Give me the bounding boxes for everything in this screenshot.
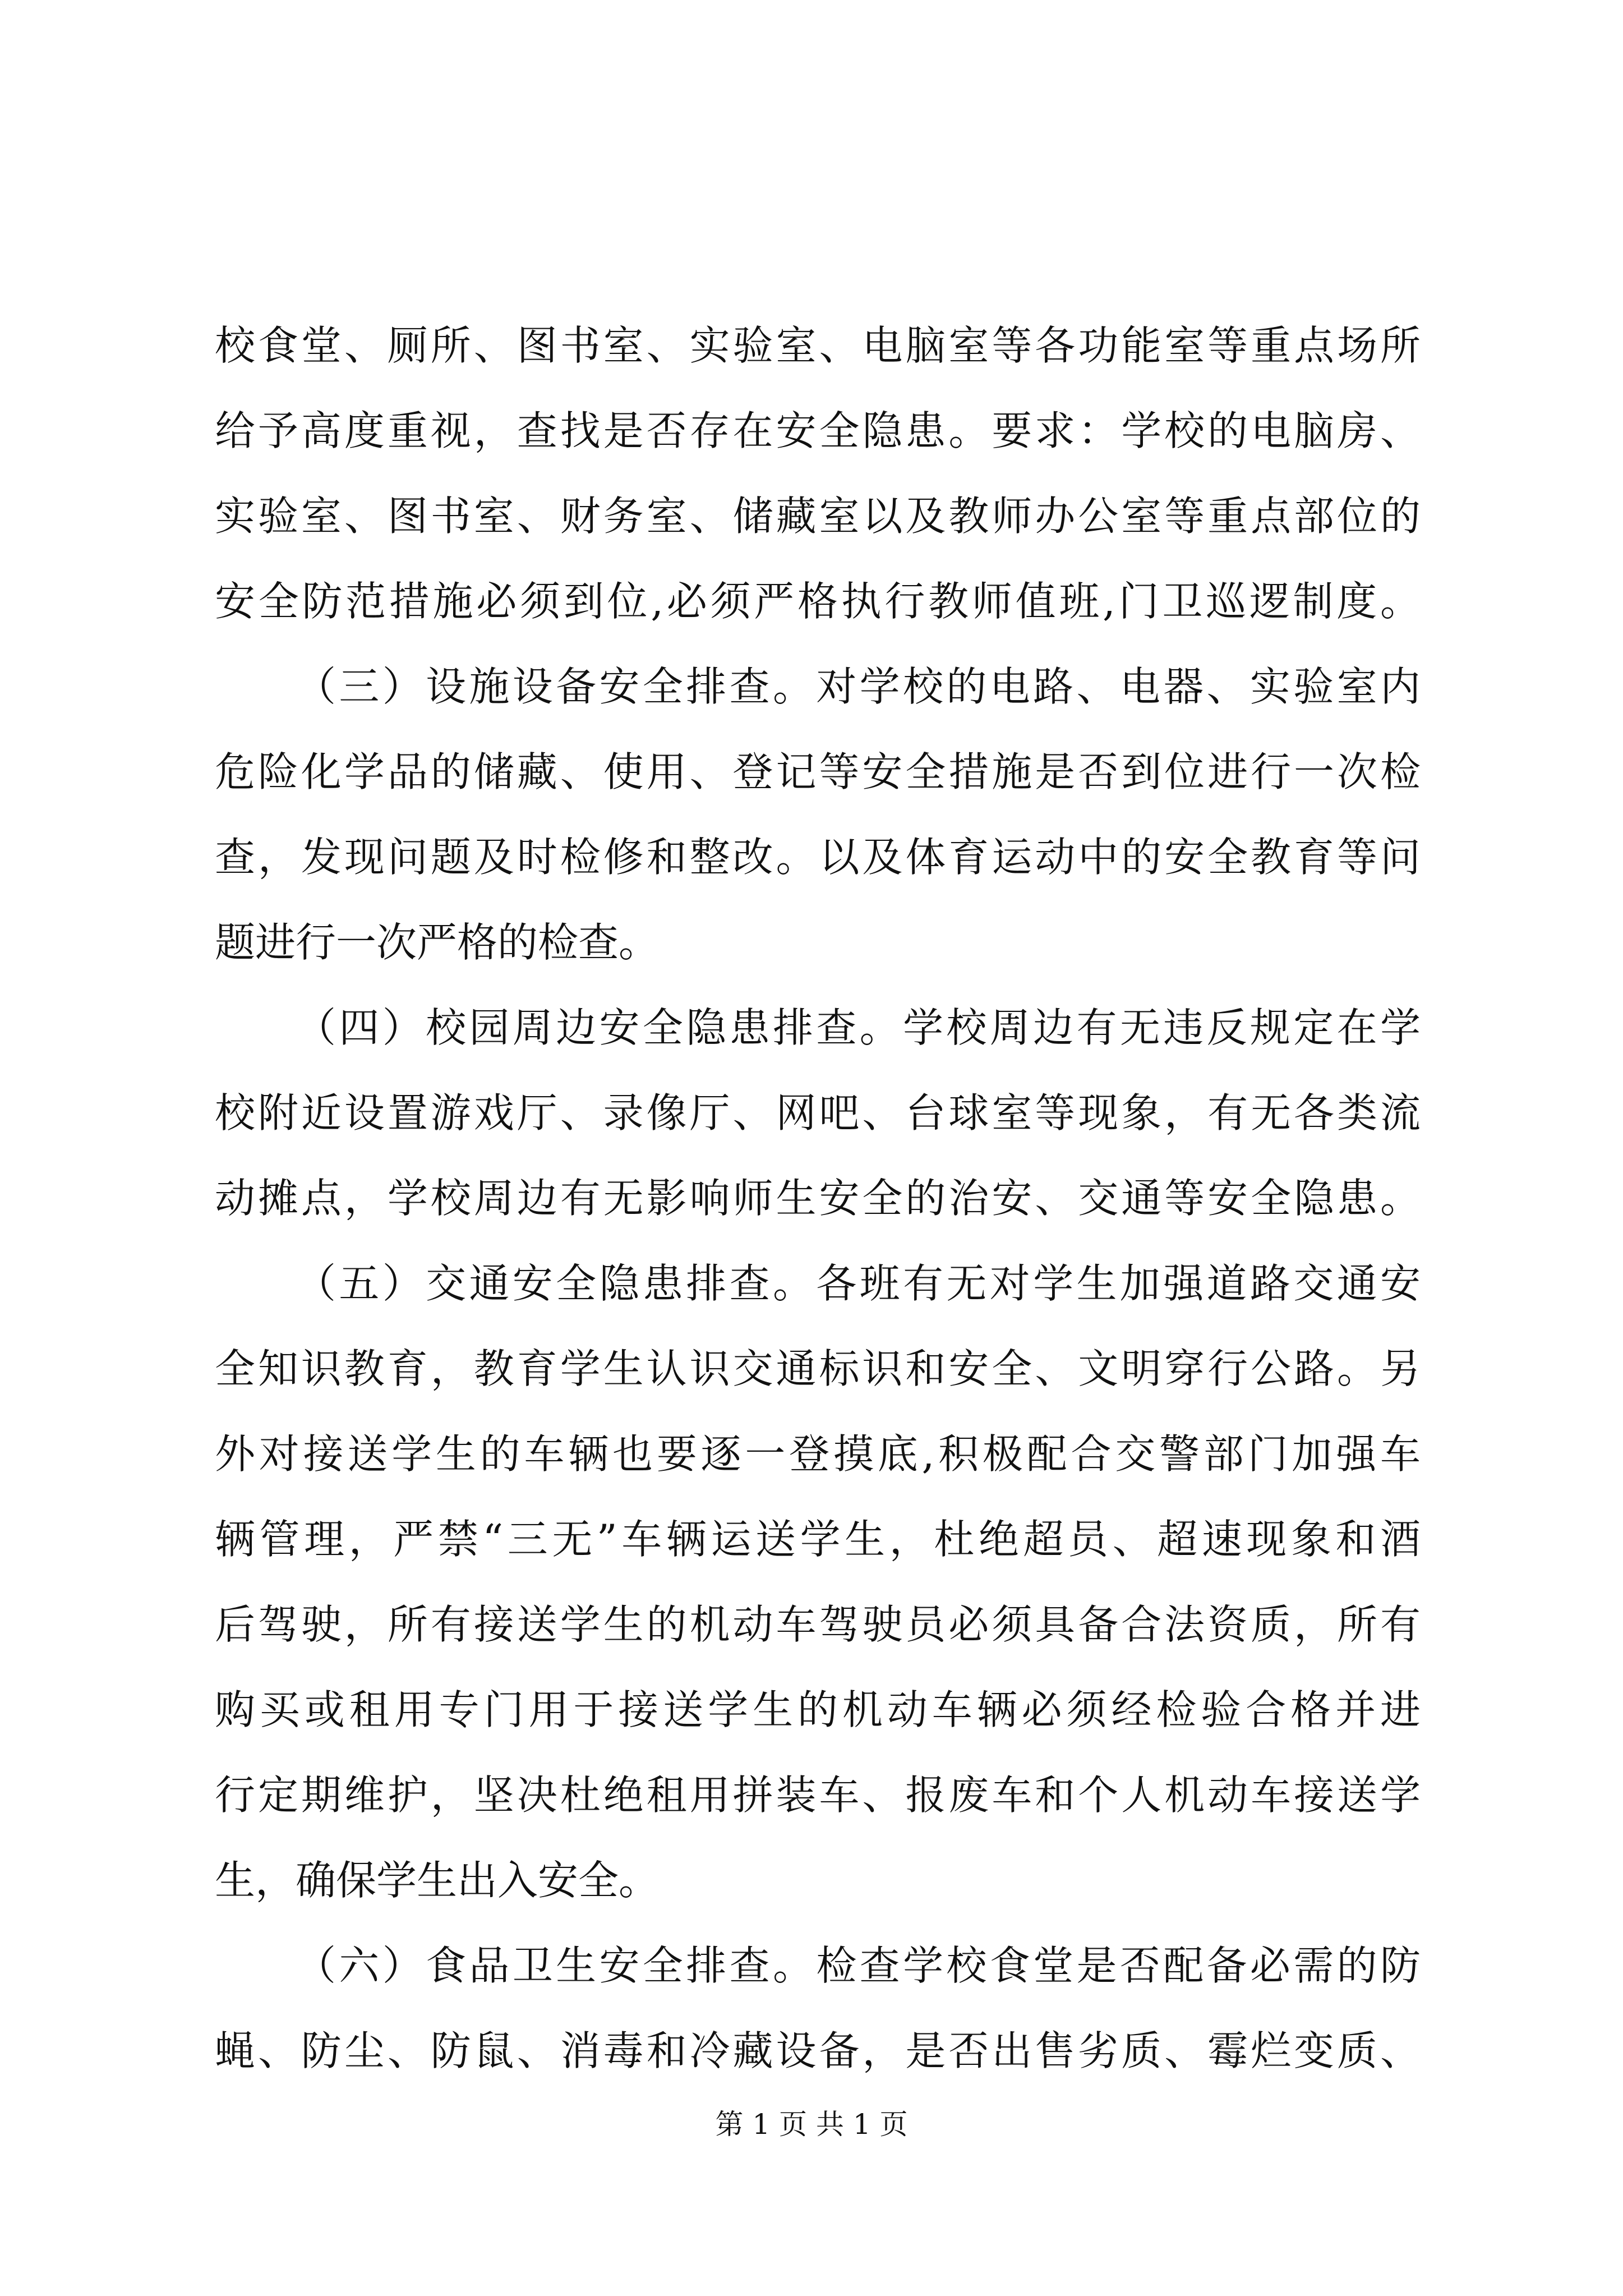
text-line: 购买或租用专门用于接送学生的机动车辆必须经检验合格并进 (215, 1686, 1421, 1733)
page-footer: 第 1 页 共 1 页 (715, 2108, 908, 2141)
document-body (215, 303, 1421, 2093)
text-line: 蝇、防尘、防鼠、消毒和冷藏设备，是否出售劣质、霉烂变质、 (215, 2027, 1421, 2074)
text-line: 安全防范措施必须到位,必须严格执行教师值班,门卫巡逻制度。 (215, 578, 1421, 625)
text-line: 生，确保学生出入安全。 (215, 1857, 660, 1904)
text-line: 给予高度重视，查找是否存在安全隐患。要求：学校的电脑房、 (215, 407, 1421, 454)
paragraph-first-line: （三）设施设备安全排查。对学校的电路、电器、实验室内 (296, 663, 1421, 710)
text-line: 全知识教育，教育学生认识交通标识和安全、文明穿行公路。另 (215, 1345, 1421, 1392)
text-line: 外对接送学生的车辆也要逐一登摸底,积极配合交警部门加强车 (215, 1430, 1421, 1478)
text-line: 危险化学品的储藏、使用、登记等安全措施是否到位进行一次检 (215, 748, 1421, 795)
paragraph-first-line: （五）交通安全隐患排查。各班有无对学生加强道路交通安 (296, 1260, 1421, 1307)
text-line: 校食堂、厕所、图书室、实验室、电脑室等各功能室等重点场所 (215, 322, 1421, 369)
paragraph-first-line: （六）食品卫生安全排查。检查学校食堂是否配备必需的防 (296, 1942, 1421, 1989)
text-line: 题进行一次严格的检查。 (215, 919, 660, 966)
text-line: 行定期维护，坚决杜绝租用拼装车、报废车和个人机动车接送学 (215, 1772, 1421, 1819)
text-line: 后驾驶，所有接送学生的机动车驾驶员必须具备合法资质，所有 (215, 1601, 1421, 1648)
paragraph-first-line: （四）校园周边安全隐患排查。学校周边有无违反规定在学 (296, 1004, 1421, 1051)
text-line: 实验室、图书室、财务室、储藏室以及教师办公室等重点部位的 (215, 493, 1421, 540)
text-line: 动摊点，学校周边有无影响师生安全的治安、交通等安全隐患。 (215, 1175, 1421, 1222)
text-line: 查，发现问题及时检修和整改。以及体育运动中的安全教育等问 (215, 834, 1421, 881)
text-line: 校附近设置游戏厅、录像厅、网吧、台球室等现象，有无各类流 (215, 1089, 1421, 1137)
text-line: 辆管理，严禁“三无”车辆运送学生，杜绝超员、超速现象和酒 (215, 1516, 1421, 1563)
